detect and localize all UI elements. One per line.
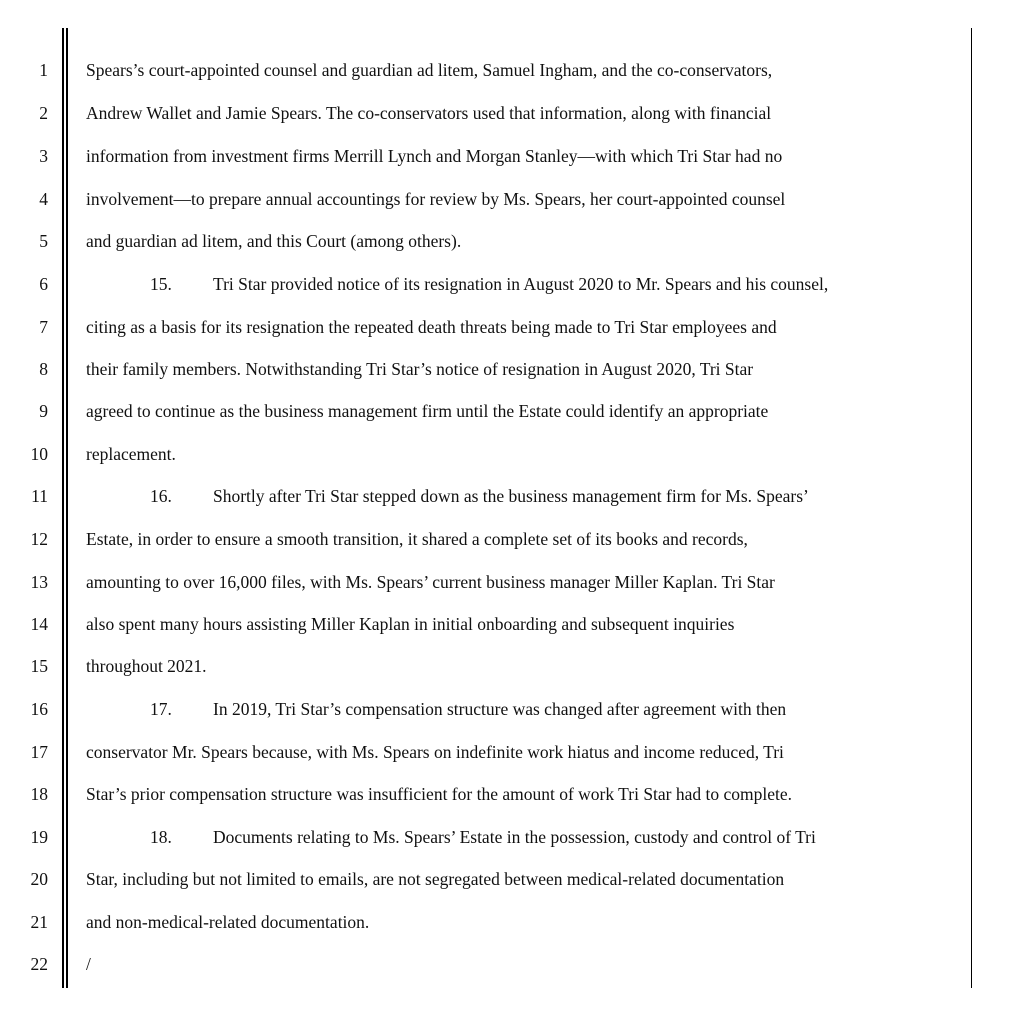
- paragraph-number: 16.: [150, 486, 172, 506]
- line-number: 13: [30, 572, 48, 592]
- text-line: Tri Star provided notice of its resignation in August 2020 to Mr. Spears and his counsel,: [213, 274, 829, 294]
- text-line: /: [86, 954, 91, 974]
- line-number: 21: [30, 912, 48, 932]
- line-number: 2: [39, 103, 48, 123]
- text-line: conservator Mr. Spears because, with Ms. Spears on indefinite work hiatus and income reduced, Tri: [86, 742, 784, 762]
- right-margin-rule: [971, 28, 972, 988]
- text-line: information from investment firms Merrill Lynch and Morgan Stanley—with which Tri Star had no: [86, 146, 783, 166]
- line-number: 6: [39, 274, 48, 294]
- text-line: Andrew Wallet and Jamie Spears. The co-conservators used that information, along with financial: [86, 103, 772, 123]
- text-line: Spears’s court-appointed counsel and guardian ad litem, Samuel Ingham, and the co-conservators,: [86, 60, 773, 80]
- line-number: 8: [39, 359, 48, 379]
- text-line: and guardian ad litem, and this Court (among others).: [86, 231, 462, 251]
- line-number: 11: [31, 486, 48, 506]
- line-number: 3: [39, 146, 48, 166]
- paragraph-18-first-line: [150, 827, 816, 847]
- text-line: amounting to over 16,000 files, with Ms. Spears’ current business manager Miller Kaplan. Tri Star: [86, 572, 775, 592]
- text-line: and non-medical-related documentation.: [86, 912, 370, 932]
- text-line: involvement—to prepare annual accountings for review by Ms. Spears, her court-appointed counsel: [86, 189, 786, 209]
- text-line: Star, including but not limited to emails, are not segregated between medical-related documentation: [86, 869, 785, 889]
- line-number: 1: [39, 60, 48, 80]
- paragraph-number: 15.: [150, 274, 172, 294]
- text-line: Estate, in order to ensure a smooth transition, it shared a complete set of its books and records,: [86, 529, 748, 549]
- line-number: 9: [39, 401, 48, 421]
- line-number: 18: [30, 784, 48, 804]
- paragraph-15-first-line: [150, 274, 828, 294]
- line-number: 7: [39, 317, 48, 337]
- left-margin-rule: [62, 28, 64, 988]
- line-number: 14: [30, 614, 48, 634]
- paragraph-number: 17.: [150, 699, 172, 719]
- line-number: 22: [30, 954, 48, 974]
- line-number: 5: [39, 231, 48, 251]
- text-line: Documents relating to Ms. Spears’ Estate in the possession, custody and control of Tri: [213, 827, 816, 847]
- line-number: 10: [30, 444, 48, 464]
- text-line: citing as a basis for its resignation the repeated death threats being made to Tri Star employees and: [86, 317, 777, 337]
- text-line: Shortly after Tri Star stepped down as the business management firm for Ms. Spears’: [213, 486, 809, 506]
- text-line: also spent many hours assisting Miller Kaplan in initial onboarding and subsequent inquiries: [86, 614, 735, 634]
- line-number: 16: [30, 699, 48, 719]
- text-line: Star’s prior compensation structure was insufficient for the amount of work Tri Star had to complete.: [86, 784, 793, 804]
- text-line: In 2019, Tri Star’s compensation structure was changed after agreement with then: [213, 699, 787, 719]
- line-number: 20: [30, 869, 48, 889]
- line-number: 17: [30, 742, 48, 762]
- text-line: throughout 2021.: [86, 656, 207, 676]
- paragraph-number: 18.: [150, 827, 172, 847]
- line-number: 15: [30, 656, 48, 676]
- line-number: 12: [30, 529, 48, 549]
- text-line: their family members. Notwithstanding Tri Star’s notice of resignation in August 2020, Tri Star: [86, 359, 754, 379]
- text-line: agreed to continue as the business management firm until the Estate could identify an appropriate: [86, 401, 769, 421]
- line-number: 4: [39, 189, 48, 209]
- text-line: replacement.: [86, 444, 176, 464]
- left-margin-rule-inner: [66, 28, 68, 988]
- paragraph-16-first-line: [150, 486, 809, 506]
- line-number: 19: [30, 827, 48, 847]
- paragraph-17-first-line: [150, 699, 786, 719]
